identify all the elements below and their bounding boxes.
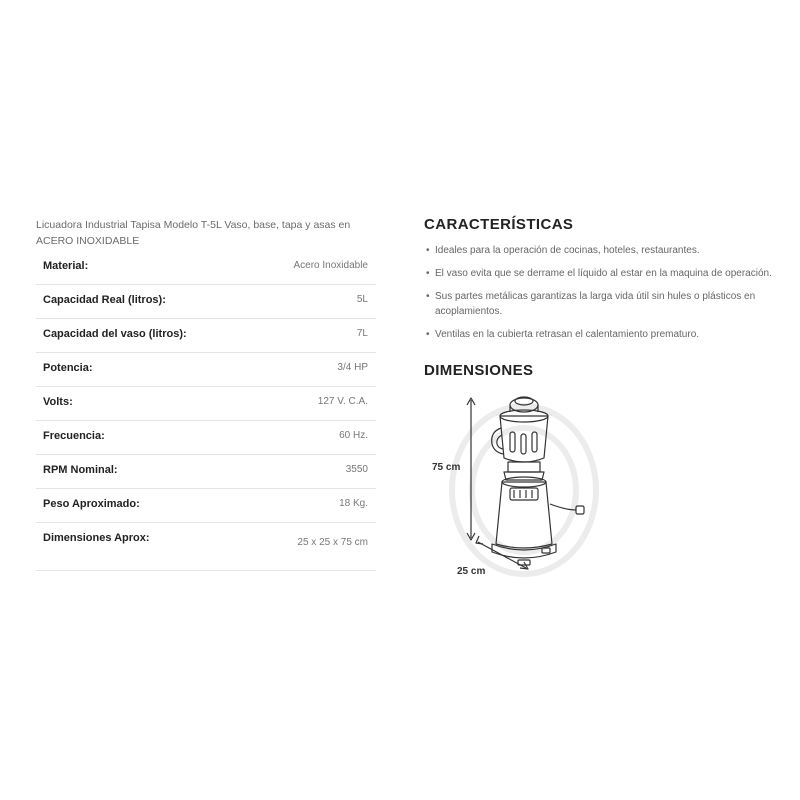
product-description: Licuadora Industrial Tapisa Modelo T-5L Vaso, base, tapa y asas en ACERO INOXIDABLE (36, 219, 351, 247)
spec-row-capacidad-real (36, 285, 376, 319)
list-item: • Ideales para la operación de cocinas, hoteles, restaurantes. (426, 245, 700, 256)
spec-value: 127 V. C.A. (317, 396, 368, 407)
bullet-icon: • (426, 291, 430, 302)
spec-label: Capacidad Real (litros): (43, 294, 166, 306)
spec-label: Potencia: (43, 362, 93, 374)
spec-label: Material: (43, 260, 89, 272)
spec-row-potencia (36, 353, 376, 387)
spec-label: Dimensiones Aprox: (43, 532, 150, 544)
list-item: • Sus partes metálicas garantizas la larga vida útil sin hules o plásticos en acoplamientos. (426, 291, 756, 317)
features-section (424, 216, 774, 350)
spec-value: 25 x 25 x 75 cm (297, 537, 368, 548)
width-label: 25 cm (457, 566, 486, 577)
spec-table (36, 251, 376, 571)
spec-row-material (36, 251, 376, 285)
bullet-icon: • (426, 245, 430, 256)
dimensions-diagram (424, 388, 624, 588)
spec-row-capacidad-vaso (36, 319, 376, 353)
spec-row-volts (36, 387, 376, 421)
spec-value: 7L (356, 328, 368, 339)
spec-value: 60 Hz. (339, 430, 368, 441)
spec-label: Capacidad del vaso (litros): (43, 328, 187, 340)
blender-drawing-icon (424, 388, 624, 588)
spec-label: Peso Aproximado: (43, 498, 140, 510)
decorative-rings (452, 406, 596, 574)
features-list (424, 243, 774, 342)
spec-row-peso (36, 489, 376, 523)
list-item: • Ventilas en la cubierta retrasan el calentamiento prematuro. (426, 329, 700, 340)
bullet-icon: • (426, 268, 430, 279)
spec-label: Frecuencia: (43, 430, 105, 442)
spec-row-dimensiones (36, 523, 376, 571)
height-label: 75 cm (432, 462, 461, 473)
spec-value: 5L (356, 294, 368, 305)
spec-label: RPM Nominal: (43, 464, 118, 476)
spec-value: 18 Kg. (339, 498, 368, 509)
spec-row-frecuencia (36, 421, 376, 455)
dimensions-title: DIMENSIONES (424, 362, 534, 379)
bullet-icon: • (426, 329, 430, 340)
spec-value: 3/4 HP (337, 362, 368, 373)
spec-label: Volts: (43, 396, 73, 408)
list-item: • El vaso evita que se derrame el líquido al estar en la maquina de operación. (426, 268, 772, 279)
spec-value: 3550 (345, 464, 368, 475)
spec-value: Acero Inoxidable (293, 260, 368, 271)
features-title: CARACTERÍSTICAS (424, 216, 574, 233)
spec-row-rpm (36, 455, 376, 489)
spec-section (36, 217, 376, 571)
